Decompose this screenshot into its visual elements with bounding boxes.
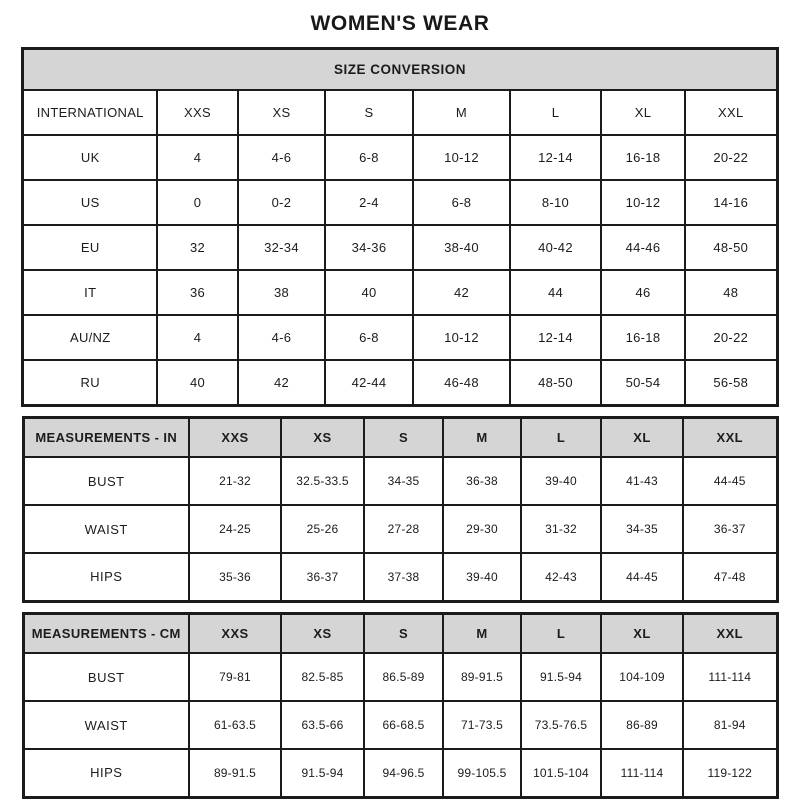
measurements-cm-row-value: 91.5-94 xyxy=(521,653,601,701)
measurements-in-row-value: 41-43 xyxy=(601,457,683,505)
measurements-cm-row-value: 111-114 xyxy=(683,653,777,701)
measurements-cm-row-value: 104-109 xyxy=(601,653,683,701)
size-row-label: US xyxy=(23,180,157,225)
measurements-cm-header-row-value: M xyxy=(443,613,521,653)
size-row-value: 4 xyxy=(157,315,238,360)
size-row-value: 40 xyxy=(325,270,413,315)
size-row-value: 42 xyxy=(413,270,510,315)
measurements-in-row-value: 36-38 xyxy=(443,457,521,505)
size-row-label: RU xyxy=(23,360,157,405)
size-row-value: 20-22 xyxy=(685,135,777,180)
size-header-row-value: S xyxy=(325,90,413,135)
measurements-cm-row-value: 79-81 xyxy=(189,653,281,701)
measurements-in-header-row-value: S xyxy=(364,417,443,457)
measurements-cm-header-row-value: XXS xyxy=(189,613,281,653)
size-row-value: 48-50 xyxy=(685,225,777,270)
size-header-row-value: L xyxy=(510,90,601,135)
size-conversion-caption: SIZE CONVERSION xyxy=(23,49,777,91)
size-row-value: 48 xyxy=(685,270,777,315)
size-row-value: 40-42 xyxy=(510,225,601,270)
size-row xyxy=(23,315,777,360)
size-row-value: 16-18 xyxy=(601,135,685,180)
size-conversion-body xyxy=(23,90,777,405)
size-row-value: 6-8 xyxy=(325,135,413,180)
measurements-in-row-value: 34-35 xyxy=(601,505,683,553)
measurements-in-row xyxy=(23,553,777,601)
size-row-value: 48-50 xyxy=(510,360,601,405)
size-header-row-label: INTERNATIONAL xyxy=(23,90,157,135)
measurements-in-row-value: 44-45 xyxy=(683,457,777,505)
size-row-value: 4-6 xyxy=(238,135,325,180)
size-row-value: 36 xyxy=(157,270,238,315)
measurements-in-row-value: 25-26 xyxy=(281,505,364,553)
size-row-value: 42 xyxy=(238,360,325,405)
page-title: WOMEN'S WEAR xyxy=(310,12,490,35)
size-row xyxy=(23,180,777,225)
measurements-in-row-label: HIPS xyxy=(23,553,189,601)
measurements-cm-row-value: 81-94 xyxy=(683,701,777,749)
measurements-cm-header-row xyxy=(23,613,777,653)
size-row xyxy=(23,135,777,180)
measurements-in-row-value: 37-38 xyxy=(364,553,443,601)
measurements-cm-header-row-value: XL xyxy=(601,613,683,653)
measurements-in-row-value: 47-48 xyxy=(683,553,777,601)
measurements-in-row-value: 31-32 xyxy=(521,505,601,553)
size-row-value: 10-12 xyxy=(601,180,685,225)
measurements-cm-row-value: 82.5-85 xyxy=(281,653,364,701)
size-row-value: 14-16 xyxy=(685,180,777,225)
measurements-in-row-value: 34-35 xyxy=(364,457,443,505)
measurements-in-body xyxy=(23,417,777,601)
measurements-in-header-row-value: M xyxy=(443,417,521,457)
measurements-in-row-value: 39-40 xyxy=(521,457,601,505)
measurements-cm-row-value: 91.5-94 xyxy=(281,749,364,797)
measurements-cm-row-value: 111-114 xyxy=(601,749,683,797)
size-row-value: 42-44 xyxy=(325,360,413,405)
measurements-cm-row-value: 89-91.5 xyxy=(189,749,281,797)
measurements-cm-row xyxy=(23,653,777,701)
size-row-label: EU xyxy=(23,225,157,270)
size-header-row-value: XL xyxy=(601,90,685,135)
measurements-in-header-row-value: XL xyxy=(601,417,683,457)
size-row-value: 4 xyxy=(157,135,238,180)
size-row-value: 12-14 xyxy=(510,135,601,180)
measurements-cm-row-value: 101.5-104 xyxy=(521,749,601,797)
size-header-row xyxy=(23,90,777,135)
measurements-cm-row-value: 73.5-76.5 xyxy=(521,701,601,749)
size-row-value: 38 xyxy=(238,270,325,315)
measurements-cm-header-row-label: MEASUREMENTS - CM xyxy=(23,613,189,653)
measurements-cm-header-row-value: XS xyxy=(281,613,364,653)
size-row-value: 16-18 xyxy=(601,315,685,360)
measurements-cm-row xyxy=(23,701,777,749)
size-row-value: 46 xyxy=(601,270,685,315)
measurements-cm-row-value: 94-96.5 xyxy=(364,749,443,797)
measurements-cm-row-value: 86.5-89 xyxy=(364,653,443,701)
size-row-label: UK xyxy=(23,135,157,180)
size-header-row-value: XXL xyxy=(685,90,777,135)
measurements-cm-row-label: WAIST xyxy=(23,701,189,749)
measurements-cm-header-row-value: L xyxy=(521,613,601,653)
size-row-value: 44 xyxy=(510,270,601,315)
measurements-in-row-value: 32.5-33.5 xyxy=(281,457,364,505)
measurements-in-row-value: 29-30 xyxy=(443,505,521,553)
size-row xyxy=(23,225,777,270)
measurements-in-row-value: 21-32 xyxy=(189,457,281,505)
measurements-in-header-row-value: L xyxy=(521,417,601,457)
size-header-row-value: XS xyxy=(238,90,325,135)
size-row-value: 4-6 xyxy=(238,315,325,360)
measurements-cm-row-value: 99-105.5 xyxy=(443,749,521,797)
measurements-in-row xyxy=(23,457,777,505)
size-row-value: 34-36 xyxy=(325,225,413,270)
measurements-in-row-value: 42-43 xyxy=(521,553,601,601)
measurements-cm-body xyxy=(23,613,777,797)
measurements-in-header-row-value: XS xyxy=(281,417,364,457)
measurements-in-header-row-label: MEASUREMENTS - IN xyxy=(23,417,189,457)
measurements-in-row-value: 36-37 xyxy=(683,505,777,553)
size-row-value: 56-58 xyxy=(685,360,777,405)
size-row-value: 20-22 xyxy=(685,315,777,360)
measurements-cm-row-label: HIPS xyxy=(23,749,189,797)
measurements-cm-row-value: 89-91.5 xyxy=(443,653,521,701)
measurements-cm-row-value: 61-63.5 xyxy=(189,701,281,749)
measurements-cm-row-value: 71-73.5 xyxy=(443,701,521,749)
size-row xyxy=(23,360,777,405)
size-conversion-caption-row xyxy=(23,49,777,91)
measurements-cm-table xyxy=(22,612,779,799)
measurements-cm-header-row-value: XXL xyxy=(683,613,777,653)
size-row-value: 32-34 xyxy=(238,225,325,270)
size-row-label: AU/NZ xyxy=(23,315,157,360)
measurements-in-row-value: 36-37 xyxy=(281,553,364,601)
size-row-value: 50-54 xyxy=(601,360,685,405)
size-row-value: 6-8 xyxy=(413,180,510,225)
measurements-in-row-label: BUST xyxy=(23,457,189,505)
measurements-cm-row-label: BUST xyxy=(23,653,189,701)
size-row-value: 40 xyxy=(157,360,238,405)
size-row-value: 38-40 xyxy=(413,225,510,270)
size-row xyxy=(23,270,777,315)
size-row-value: 8-10 xyxy=(510,180,601,225)
measurements-cm-row-value: 63.5-66 xyxy=(281,701,364,749)
measurements-in-header-row xyxy=(23,417,777,457)
size-header-row-value: M xyxy=(413,90,510,135)
size-row-value: 10-12 xyxy=(413,135,510,180)
measurements-cm-header-row-value: S xyxy=(364,613,443,653)
size-row-value: 44-46 xyxy=(601,225,685,270)
size-conversion-table xyxy=(21,47,778,407)
measurements-cm-row-value: 86-89 xyxy=(601,701,683,749)
size-row-value: 12-14 xyxy=(510,315,601,360)
measurements-cm-row xyxy=(23,749,777,797)
measurements-in-header-row-value: XXL xyxy=(683,417,777,457)
size-row-value: 46-48 xyxy=(413,360,510,405)
measurements-in-row-value: 27-28 xyxy=(364,505,443,553)
size-header-row-value: XXS xyxy=(157,90,238,135)
measurements-cm-row-value: 66-68.5 xyxy=(364,701,443,749)
measurements-in-row-value: 44-45 xyxy=(601,553,683,601)
size-row-value: 0-2 xyxy=(238,180,325,225)
measurements-in-table xyxy=(22,416,779,603)
measurements-in-row-value: 24-25 xyxy=(189,505,281,553)
measurements-cm-row-value: 119-122 xyxy=(683,749,777,797)
measurements-in-row-value: 35-36 xyxy=(189,553,281,601)
measurements-in-row-label: WAIST xyxy=(23,505,189,553)
size-row-value: 0 xyxy=(157,180,238,225)
measurements-in-row xyxy=(23,505,777,553)
size-row-label: IT xyxy=(23,270,157,315)
size-row-value: 2-4 xyxy=(325,180,413,225)
size-row-value: 10-12 xyxy=(413,315,510,360)
size-row-value: 32 xyxy=(157,225,238,270)
measurements-in-row-value: 39-40 xyxy=(443,553,521,601)
measurements-in-header-row-value: XXS xyxy=(189,417,281,457)
size-row-value: 6-8 xyxy=(325,315,413,360)
